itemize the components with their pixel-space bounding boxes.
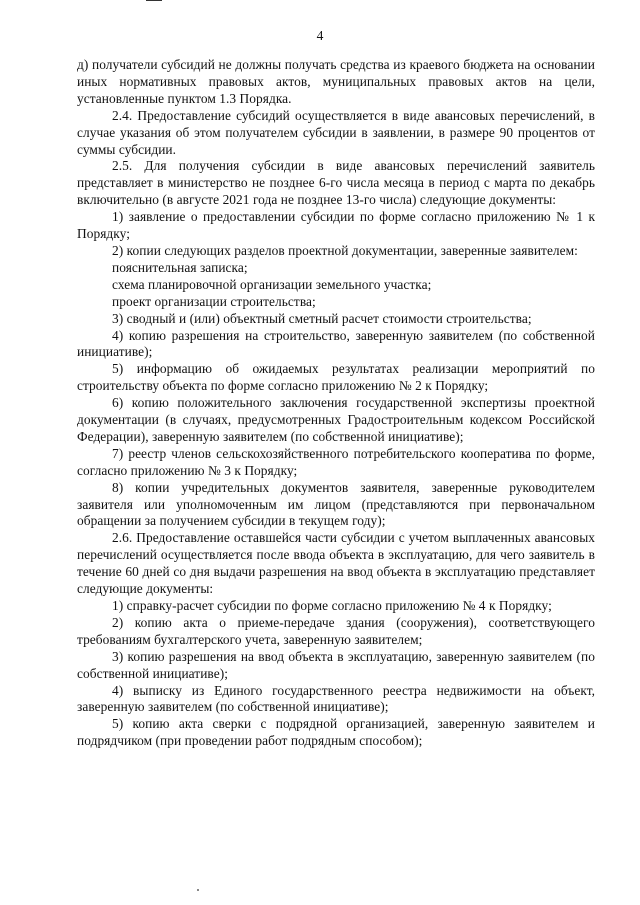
top-edge-mark bbox=[146, 0, 162, 1]
list-item-2-5-8: 8) копии учредительных документов заявителя, заверенные руководителем заявителя или уполномоченным им лицом (представляются при первоначальном обращении за получением субсидии в текущем году); bbox=[77, 479, 595, 529]
list-item-2-6-3: 3) копию разрешения на ввод объекта в эксплуатацию, заверенную заявителем (по собственной инициативе); bbox=[77, 648, 595, 681]
list-item-2-5-5: 5) информацию об ожидаемых результатах реализации мероприятий по строительству объекта по форме согласно приложению № 2 к Порядку; bbox=[77, 361, 595, 394]
list-item-2-5-7: 7) реестр членов сельскохозяйственного потребительского кооператива по форме, согласно приложению № 3 к Порядку; bbox=[77, 445, 595, 478]
document-body bbox=[77, 57, 595, 750]
list-subitem-explanatory-note: пояснительная записка; bbox=[112, 259, 248, 275]
list-item-2-5-6: 6) копию положительного заключения государственной экспертизы проектной документации (в случаях, предусмотренных Градостроительным кодексом Российской Федерации), заверенную заявителем (по собственной инициативе); bbox=[77, 395, 595, 444]
paragraph-2-5: 2.5. Для получения субсидии в виде авансовых перечислений заявитель представляет в министерство не позднее 6-го числа месяца в период с марта по декабрь включительно (в августе 2021 года не позднее 13-го числа) следующие документы: bbox=[77, 158, 595, 208]
list-item-2-6-1: 1) справку-расчет субсидии по форме согласно приложению № 4 к Порядку; bbox=[112, 598, 552, 613]
list-item-2-5-2: 2) копии следующих разделов проектной документации, заверенные заявителем: bbox=[112, 242, 578, 258]
list-item-2-6-2: 2) копию акта о приеме-передаче здания (сооружения), соответствующего требованиям бухгалтерского учета, заверенную заявителем; bbox=[77, 614, 595, 647]
list-item-2-5-1: 1) заявление о предоставлении субсидии по форме согласно приложению № 1 к Порядку; bbox=[77, 209, 595, 242]
paragraph-d: д) получатели субсидий не должны получать средства из краевого бюджета на основании иных нормативных правовых актов, муниципальных правовых актов на цели, установленные пунктом 1.3 Порядка. bbox=[77, 57, 595, 106]
list-item-2-5-3: 3) сводный и (или) объектный сметный расчет стоимости строительства; bbox=[112, 310, 532, 326]
list-item-2-5-4: 4) копию разрешения на строительство, заверенную заявителем (по собственной инициативе); bbox=[77, 327, 595, 360]
list-item-2-6-4: 4) выписку из Единого государственного реестра недвижимости на объект, заверенную заявителем (по собственной инициативе); bbox=[77, 682, 595, 715]
list-subitem-construction-project: проект организации строительства; bbox=[112, 293, 316, 309]
bottom-scan-speck bbox=[197, 889, 199, 891]
paragraph-2-4: 2.4. Предоставление субсидий осуществляется в виде авансовых перечислений, в случае указания об этом получателем субсидии в заявлении, в размере 90 процентов от суммы субсидии. bbox=[77, 107, 595, 157]
list-item-2-6-5: 5) копию акта сверки с подрядной организацией, заверенную заявителем и подрядчиком (при проведении работ подрядным способом); bbox=[77, 716, 595, 749]
list-subitem-site-plan: схема планировочной организации земельного участка; bbox=[112, 276, 432, 292]
paragraph-2-6: 2.6. Предоставление оставшейся части субсидии с учетом выплаченных авансовых перечислений осуществляется после ввода объекта в эксплуатацию, для чего заявитель в течение 60 дней со дня выдачи разрешения на ввод объекта в эксплуатацию представляет следующие документы: bbox=[77, 530, 595, 597]
page-number: 4 bbox=[316, 28, 324, 43]
